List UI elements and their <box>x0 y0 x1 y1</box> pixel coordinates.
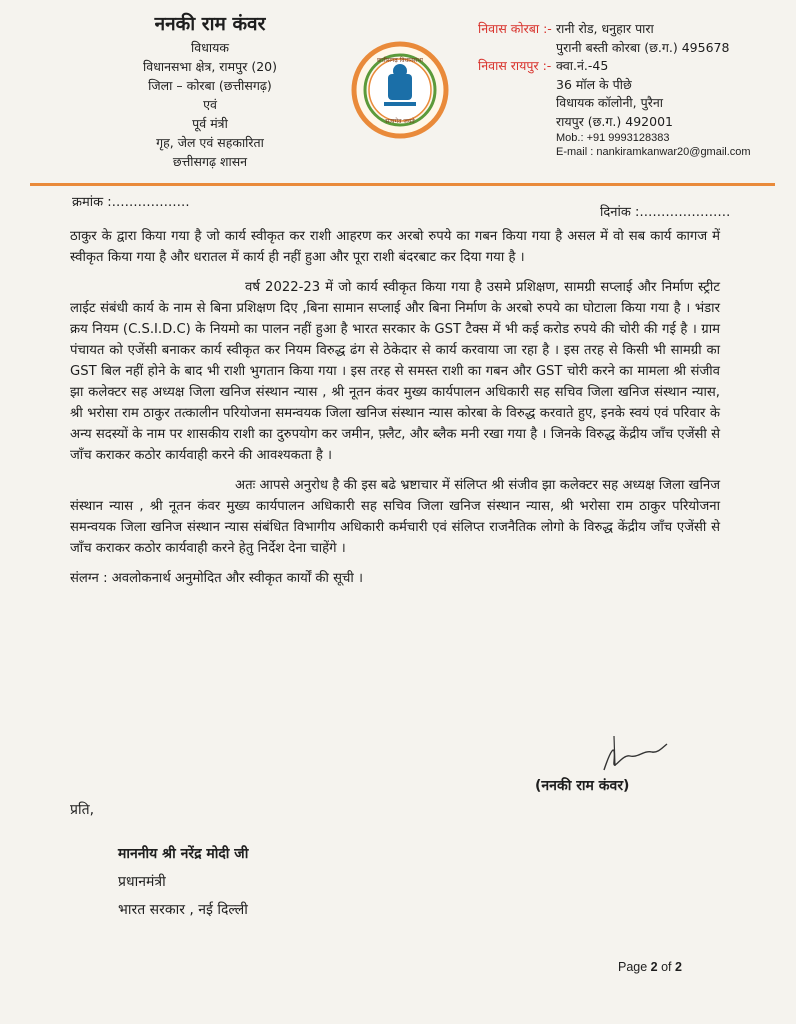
page-prefix: Page <box>618 960 651 974</box>
handwritten-signature-icon <box>600 732 670 777</box>
letter-body <box>70 226 720 598</box>
constituency: विधानसभा क्षेत्र, रामपुर (20) <box>143 59 277 74</box>
korba-address-2: पुरानी बस्ती कोरबा (छ.ग.) 495678 <box>556 39 730 55</box>
to-label: प्रति, <box>70 802 95 818</box>
mla-name: ननकी राम कंवर <box>154 13 266 35</box>
header-divider <box>30 183 775 186</box>
enclosure-note: संलग्न : अवलोकनार्थ अनुमोदित और स्वीकृत कार्यों की सूची । <box>70 571 363 586</box>
date-field: दिनांक :………………… <box>600 205 731 220</box>
korba-address-1: रानी रोड, धनुहार पारा <box>556 21 654 36</box>
page-of: of <box>657 960 675 974</box>
recipient-address <box>118 840 248 924</box>
page-total: 2 <box>675 960 682 974</box>
raipur-label: निवास रायपुर :- <box>478 58 552 73</box>
district: जिला – कोरबा (छत्तीसगढ़) <box>148 78 272 93</box>
raipur-address-2: 36 मॉल के पीछे <box>556 76 632 92</box>
letterhead-left <box>95 10 325 171</box>
signer-name: (ननकी राम कंवर) <box>535 778 630 794</box>
recipient-name: माननीय श्री नरेंद्र मोदी जी <box>118 846 249 862</box>
paragraph-1: ठाकुर के द्वारा किया गया है जो कार्य स्वीकृत कर राशी आहरण कर अरबो रुपये का गबन किया गया है असल में वो सब कार्य कागज में स्वीकृत किया गया है और धरातल में कार्य ही नहीं हुआ और पूरा राशी बंदरबाट कर दिया गया है । <box>70 229 720 265</box>
letterhead-right <box>478 20 778 159</box>
raipur-address-3: विधायक कॉलोनी, पुरैना <box>556 95 663 110</box>
reference-number: क्रमांक :……………… <box>72 195 190 210</box>
vidhansabha-seal-icon <box>350 40 450 140</box>
departments: गृह, जेल एवं सहकारिता <box>156 135 264 150</box>
raipur-address-1: क्वा.नं.-45 <box>556 58 609 73</box>
paragraph-2: वर्ष 2022-23 में जो कार्य स्वीकृत किया गया है उसमे प्रशिक्षण, सामग्री सप्लाई और निर्माण स्ट्रीट लाईट संबंधी कार्य के नाम से बिना प्रशिक्षण दिए ,बिना सामान सप्लाई और बिना निर्माण के अरबो रुपये का घोटाला किया गया है । भंडार क्रय नियम (C.S.I.D.C) के नियमो का पालन नहीं हुआ है भारत सरकार के GST टैक्स में भी कई करोड रुपये की चोरी की गई है । ग्राम पंचायत को एजेंसी बनाकर कार्य स्वीकृत कर नियम विरुद्ध ढंग से ठेकेदार से कार्य करवाया जा रहा है । इस तरह से किसी भी सामग्री का GST बिल नहीं होने के बाद भी राशी भुगतान किया गया । इस तरह से समस्त राशी का गबन और GST चोरी करने का मामला श्री संजीव झा कलेक्टर सह अध्यक्ष जिला खनिज संस्थान न्यास , श्री नूतन कंवर मुख्य कार्यपालन अधिकारी सह सचिव जिला खनिज संस्थान न्यास, श्री भरोसा राम ठाकुर तत्कालीन परियोजना समन्वयक जिला खनिज संस्थान न्यास कोरबा के विरुद्ध करवाते हुए, इनके स्वयं एवं परिवार के अन्य सदस्यों के नाम पर शासकीय राशी का दुरुपयोग कर जमीन, फ़्लैट, और ब्लैक मनी रखा गया है । जिनके विरुद्ध केंद्रीय जाँच एजेंसी से जाँच कराकर कठोर कार्यवाही करने की आवश्यकता है । <box>70 280 720 463</box>
government: छत्तीसगढ़ शासन <box>172 154 248 169</box>
raipur-address-4: रायपुर (छ.ग.) 492001 <box>556 113 673 129</box>
recipient-office: भारत सरकार , नई दिल्ली <box>118 902 248 918</box>
korba-label: निवास कोरबा :- <box>478 21 552 36</box>
seal-top-text: छत्तीसगढ़ विधानसभा <box>377 57 423 64</box>
paragraph-3: अतः आपसे अनुरोध है की इस बढे भ्रष्टाचार में संलिप्त श्री संजीव झा कलेक्टर सह अध्यक्ष जिला खनिज संस्थान न्यास , श्री नूतन कंवर मुख्य कार्यपालन अधिकारी सह सचिव जिला खनिज संस्थान न्यास, श्री भरोसा राम ठाकुर परियोजना समन्वयक जिला खनिज संस्थान न्यास संबंधित विभागीय अधिकारी कर्मचारी एवं संलिप्त राजनैतिक लोगो के विरुद्ध केंद्रीय जाँच एजेंसी से जाँच कराकर कठोर कार्यवाही करने हेतु निर्देश देना चाहेंगे । <box>70 478 720 556</box>
mobile-number: Mob.: +91 9993128383 <box>556 132 670 144</box>
page-number <box>618 960 682 974</box>
recipient-title: प्रधानमंत्री <box>118 874 166 890</box>
page-current: 2 <box>650 960 658 974</box>
conjunction: एवं <box>203 97 217 112</box>
seal-bottom-text: सत्यमेव जयते <box>385 118 415 125</box>
designation: विधायक <box>191 40 229 55</box>
email-address: E-mail : nankiramkanwar20@gmail.com <box>556 146 751 158</box>
former-minister: पूर्व मंत्री <box>192 116 228 131</box>
